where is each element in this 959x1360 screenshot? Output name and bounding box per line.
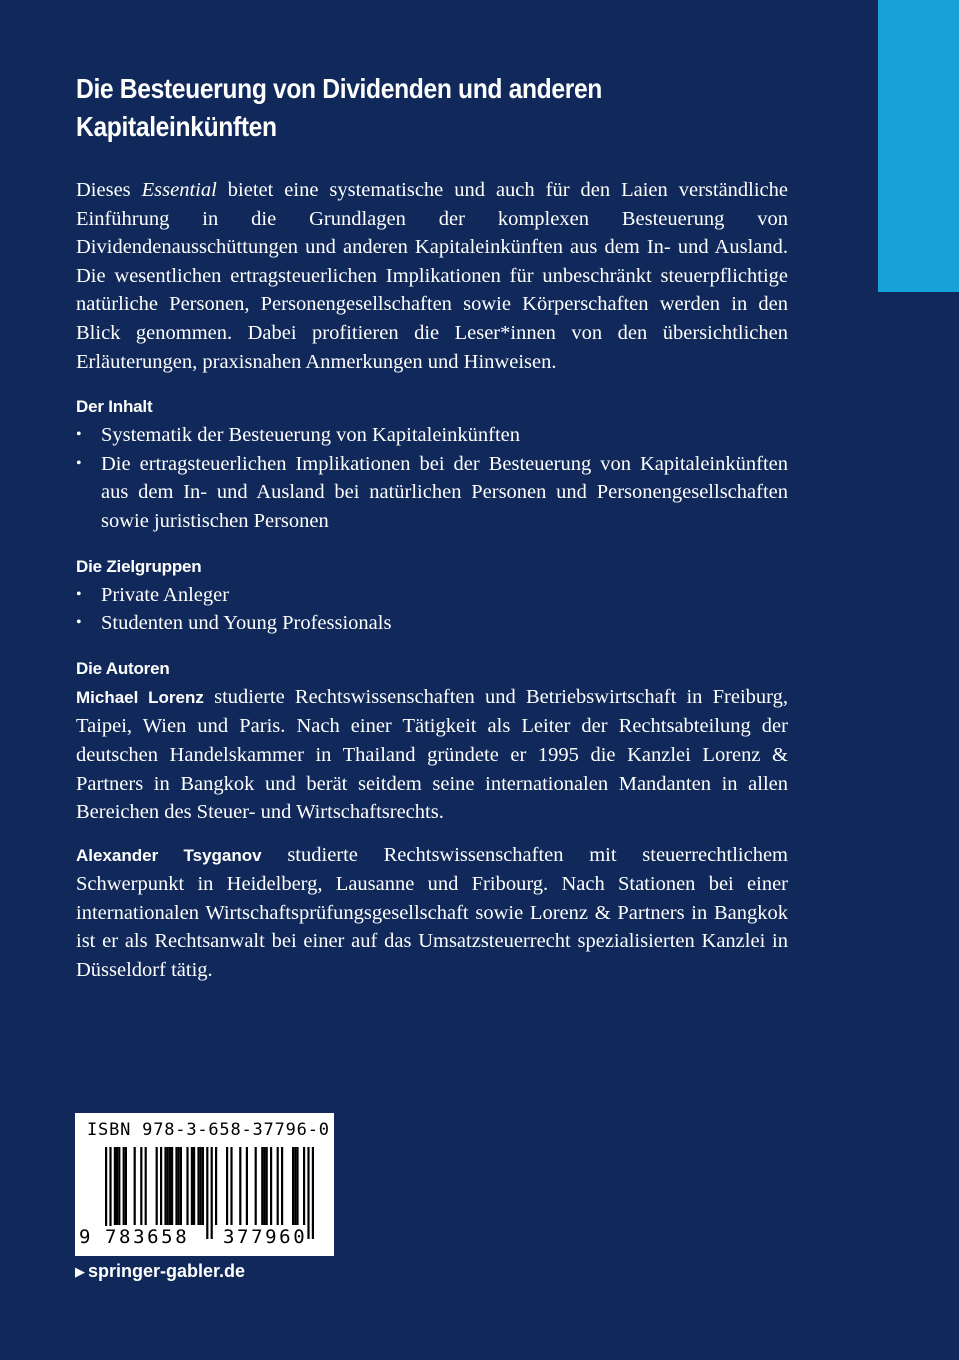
barcode-bar bbox=[261, 1147, 263, 1225]
author-bio-2 bbox=[76, 841, 788, 985]
intro-after: bietet eine systematische und auch für den Laien verständliche Einführung in die Grundlagen der komplexen Besteuerung von Dividendenausschüttungen und anderen Kapitaleinkünften aus dem In- und Ausland. Die wesentlichen ertragsteuerlichen Implikationen für unbeschränkt steuerpflichtige natürliche Personen, Personengesellschaften sowie Körperschaften werden in den Blick genommen. Dabei profitieren die Leser*innen von den übersichtlichen Erläuterungen, praxisnahen Anmerkungen und Hinweisen. bbox=[76, 179, 789, 373]
barcode-bar bbox=[270, 1147, 272, 1225]
inhalt-heading: Der Inhalt bbox=[76, 397, 153, 417]
barcode-bar bbox=[178, 1147, 180, 1225]
barcode-bar bbox=[266, 1147, 268, 1225]
barcode-bar bbox=[169, 1147, 171, 1225]
barcode-bar bbox=[292, 1147, 294, 1225]
barcode-bar bbox=[294, 1147, 296, 1225]
barcode-bar bbox=[226, 1147, 228, 1225]
author-text-2: studierte Rechtswissenschaften mit steuerrechtlichem Schwerpunkt in Heidelberg, Lausanne und Fribourg. Nach Stationen bei einer internationalen Wirtschaftsprüfungsgesellschaft sowie Lorenz & Partners in Bangkok ist er als Rechtsanwalt bei einer auf das Umsatzsteuerrecht spezialisierten Kanzlei in Düsseldorf tätig. bbox=[76, 843, 788, 982]
barcode-bar bbox=[134, 1147, 136, 1225]
barcode-bar bbox=[303, 1147, 305, 1225]
isbn-barcode bbox=[75, 1113, 334, 1256]
barcode-bar bbox=[202, 1147, 204, 1225]
barcode-bar bbox=[164, 1147, 166, 1225]
barcode-bar bbox=[230, 1147, 232, 1225]
author-text-1: studierte Rechtswissenschaften und Betriebswirtschaft in Freiburg, Taipei, Wien und Paris. Nach einer Tätigkeit als Leiter der Rechtsabteilung der deutschen Handelskammer in Thailand gründete er 1995 die Kanzlei Lorenz & Partners in Bangkok und berät seitdem seine internationalen Mandanten in allen Bereichen des Steuer- und Wirtschaftsrechts. bbox=[76, 685, 788, 824]
barcode-bar bbox=[296, 1147, 298, 1225]
ean-left-group: 783658 bbox=[105, 1226, 190, 1248]
barcode-bar bbox=[171, 1147, 173, 1225]
publisher-url: springer-gabler.de bbox=[88, 1261, 246, 1281]
barcode-bar bbox=[156, 1147, 158, 1225]
barcode-bar bbox=[200, 1147, 202, 1225]
barcode-bar bbox=[125, 1147, 127, 1225]
barcode-bar bbox=[145, 1147, 147, 1225]
barcode-bar bbox=[140, 1147, 142, 1225]
barcode-bar bbox=[191, 1147, 193, 1225]
zielgruppen-list bbox=[76, 581, 788, 638]
accent-bar bbox=[878, 0, 959, 292]
list-item bbox=[76, 450, 788, 536]
bullet-icon: • bbox=[76, 585, 82, 603]
barcode-bar bbox=[263, 1147, 265, 1225]
arrow-right-icon: ▶ bbox=[75, 1263, 85, 1279]
barcode-bar bbox=[206, 1147, 208, 1239]
zielgruppen-heading: Die Zielgruppen bbox=[76, 556, 202, 576]
author-name-1: Michael Lorenz bbox=[76, 687, 204, 707]
book-title-line-1: Die Besteuerung von Dividenden und anderen bbox=[76, 73, 603, 104]
publisher-link[interactable] bbox=[75, 1261, 245, 1282]
bullet-icon: • bbox=[76, 614, 82, 632]
book-title bbox=[76, 70, 790, 146]
list-item bbox=[76, 609, 788, 638]
barcode-bar bbox=[114, 1147, 116, 1225]
author-bio-1 bbox=[76, 683, 788, 827]
isbn-label: ISBN 978-3-658-37796-0 bbox=[87, 1120, 330, 1140]
barcode-bar bbox=[180, 1147, 182, 1225]
book-title-line-2: Kapitaleinkünften bbox=[76, 111, 277, 142]
list-item bbox=[76, 421, 788, 450]
list-item bbox=[76, 581, 788, 610]
barcode-bar bbox=[239, 1147, 241, 1225]
back-cover-text bbox=[76, 70, 788, 985]
zielgruppen-item-2: Studenten und Young Professionals bbox=[101, 612, 392, 635]
inhalt-list bbox=[76, 421, 788, 535]
intro-emphasis: Essential bbox=[141, 179, 217, 201]
barcode-bar bbox=[118, 1147, 120, 1225]
ean-right-group: 377960 bbox=[223, 1226, 308, 1248]
barcode-bar bbox=[277, 1147, 279, 1225]
barcode-bar bbox=[246, 1147, 248, 1225]
zielgruppen-item-1: Private Anleger bbox=[101, 583, 230, 606]
autoren-heading: Die Autoren bbox=[76, 658, 170, 678]
barcode-bar bbox=[281, 1147, 283, 1225]
barcode-bar bbox=[307, 1147, 309, 1239]
barcode-bar bbox=[123, 1147, 125, 1225]
barcode-bar bbox=[186, 1147, 188, 1225]
intro-paragraph bbox=[76, 176, 788, 376]
bullet-icon: • bbox=[76, 426, 82, 444]
barcode-bar bbox=[167, 1147, 169, 1225]
barcode-bar bbox=[215, 1147, 217, 1225]
intro-before: Dieses bbox=[76, 179, 142, 201]
author-name-2: Alexander Tsyganov bbox=[76, 845, 262, 865]
barcode-bar bbox=[197, 1147, 199, 1225]
barcode-bar bbox=[175, 1147, 177, 1225]
barcode-bar bbox=[193, 1147, 195, 1225]
barcode-bar bbox=[211, 1147, 213, 1239]
barcode-bar bbox=[116, 1147, 118, 1225]
bullet-icon: • bbox=[76, 454, 82, 472]
barcode-bar bbox=[160, 1147, 162, 1225]
inhalt-item-2: Die ertragsteuerlichen Implikationen bei der Besteuerung von Kapitaleinkünften aus dem In- und Ausland bei natürlichen Personen und Personengesellschaften sowie juristischen Personen bbox=[101, 452, 788, 532]
inhalt-item-1: Systematik der Besteuerung von Kapitaleinkünften bbox=[101, 424, 521, 447]
barcode-bar bbox=[255, 1147, 257, 1225]
barcode-bar bbox=[312, 1147, 314, 1239]
ean-lead-digit: 9 bbox=[79, 1226, 94, 1248]
